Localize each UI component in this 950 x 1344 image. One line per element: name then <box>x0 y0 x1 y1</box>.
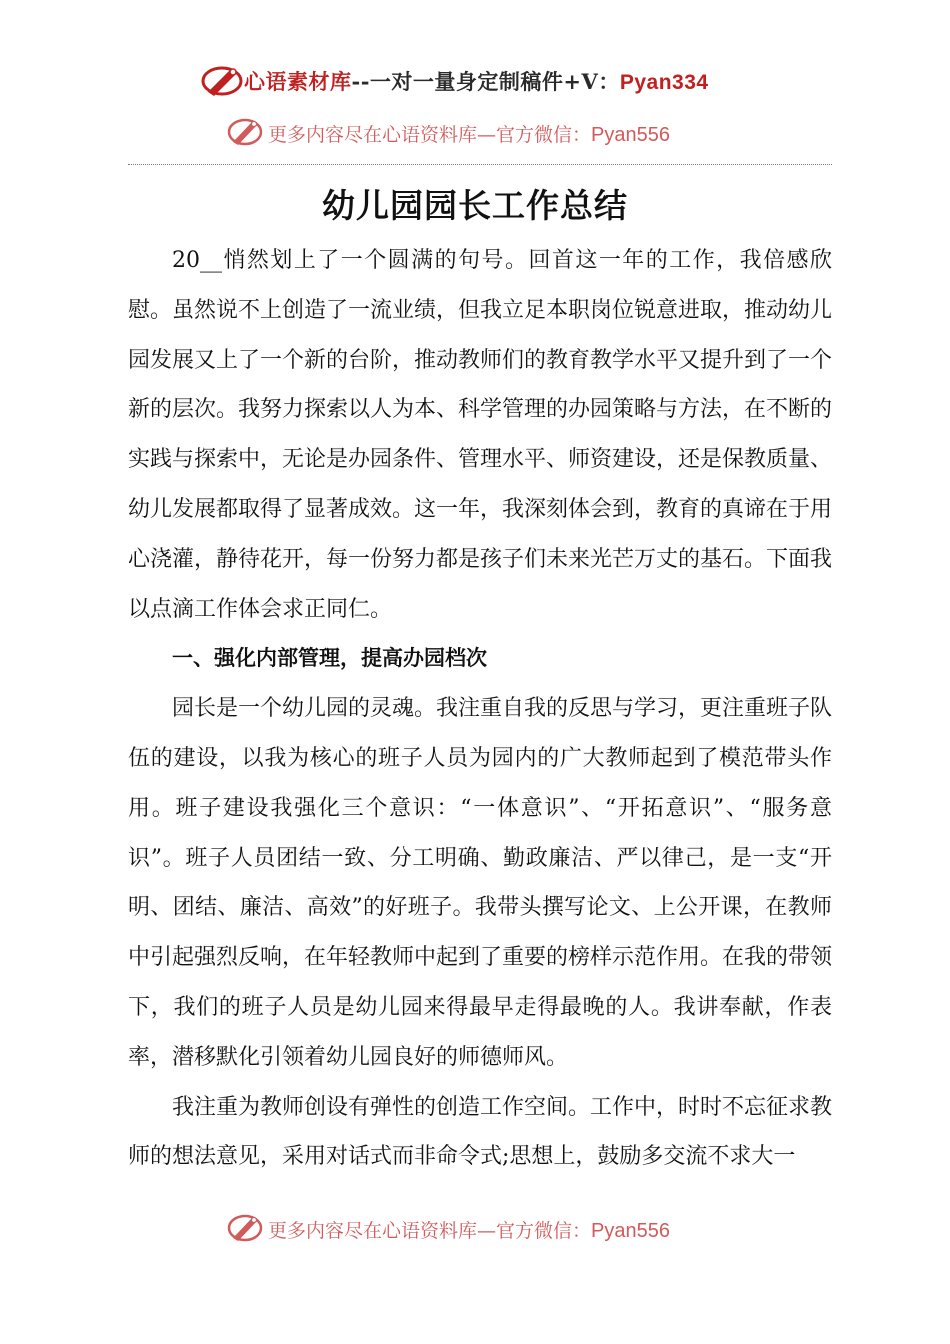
footer-wechat-id: Pyan556 <box>591 1220 670 1242</box>
brand-name: 心语素材库 <box>244 69 352 94</box>
header-service-text: --一对一量身定制稿件+V： <box>351 69 620 94</box>
paragraph-leadership: 园长是一个幼儿园的灵魂。我注重自我的反思与学习，更注重班子队伍的建设，以我为核心的班子人员为园内的广大教师起到了模范带头作用。班子建设我强化三个意识：“一体意识”、“开拓意识”、“服务意识”。班子人员团结一致、分工明确、勤政廉洁、严以律己，是一支“开明、团结、廉洁、高效”的好班子。我带头撰写论文、上公开课，在教师中引起强烈反响，在年轻教师中起到了重要的榜样示范作用。在我的带领下，我们的班子人员是幼儿园来得最早走得最晚的人。我讲奉献，作表率，潜移默化引领着幼儿园良好的师德师风。 <box>128 696 833 1070</box>
wechat-id-2: Pyan556 <box>591 124 670 146</box>
header-title <box>244 66 709 96</box>
footer-banner <box>0 1212 950 1248</box>
wechat-id-1: Pyan334 <box>619 71 709 94</box>
pen-logo-icon <box>226 116 266 148</box>
document-body <box>128 236 832 1182</box>
footer-text <box>268 1216 670 1243</box>
footer-label: 更多内容尽在心语资料库—官方微信： <box>268 1220 592 1242</box>
header-banner <box>0 64 950 100</box>
document-title: 幼儿园园长工作总结 <box>322 186 628 225</box>
paragraph-intro: 20__悄然划上了一个圆满的句号。回首这一年的工作，我倍感欣慰。虽然说不上创造了一流业绩，但我立足本职岗位锐意进取，推动幼儿园发展又上了一个新的台阶，推动教师们的教育教学水平又提升到了一个新的层次。我努力探索以人为本、科学管理的办园策略与方法，在不断的实践与探索中，无论是办园条件、管理水平、师资建设，还是保教质量、幼儿发展都取得了显著成效。这一年，我深刻体会到，教育的真谛在于用心浇灌，静待花开，每一份努力都是孩子们未来光芒万丈的基石。下面我以点滴工作体会求正同仁。 <box>128 248 833 622</box>
header-subbanner <box>0 116 950 152</box>
pen-logo-icon <box>200 64 246 98</box>
subbanner-text: 更多内容尽在心语资料库—官方微信： <box>268 124 592 146</box>
section-heading-1: 一、强化内部管理，提高办园档次 <box>172 646 487 671</box>
header-subtitle <box>268 120 670 147</box>
pen-logo-icon <box>226 1212 266 1244</box>
paragraph-workspace: 我注重为教师创设有弹性的创造工作空间。工作中，时时不忘征求教师的想法意见，采用对话式而非命令式;思想上，鼓励多交流不求大一 <box>128 1094 833 1170</box>
header-divider <box>128 164 832 165</box>
